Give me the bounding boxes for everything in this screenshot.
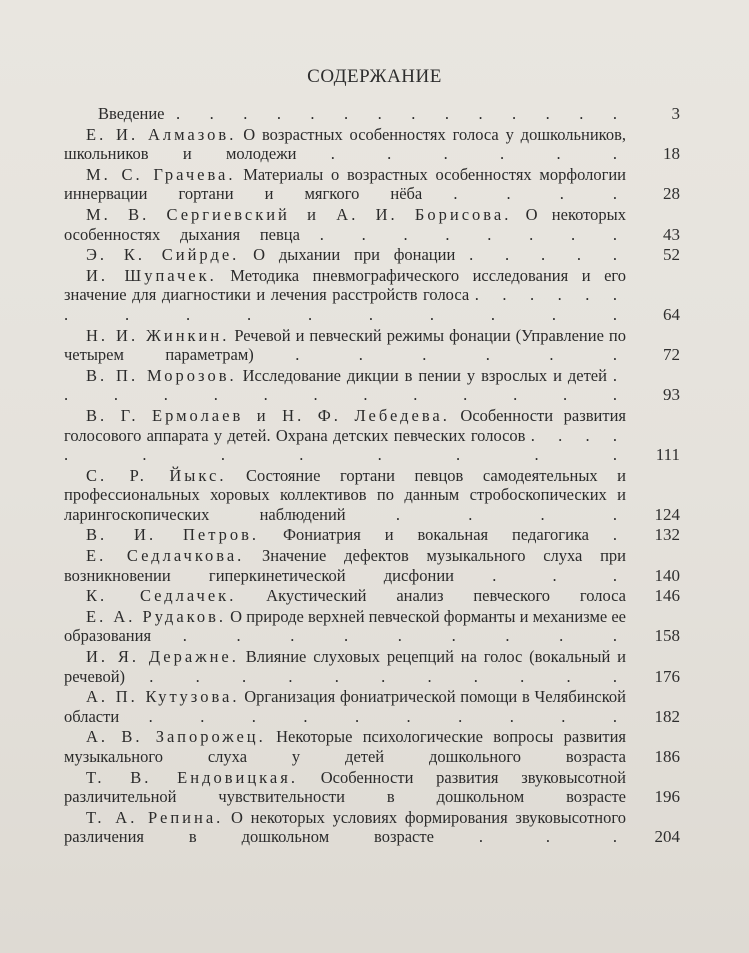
entry-title: Исследование дикции в пении у взрослых и детей [242, 365, 607, 385]
toc-entry [64, 125, 684, 164]
dot-leader: . [612, 525, 627, 545]
entry-author: Е. А. Рудаков. [86, 606, 226, 626]
dot-leader: . . . [492, 565, 627, 585]
entry-author: А. В. Запорожец. [86, 727, 266, 747]
toc-entry [64, 647, 684, 686]
toc-entry-text [64, 727, 684, 766]
toc-entry [64, 808, 684, 847]
dot-leader: . . . . . [469, 245, 626, 265]
page-number: 204 [654, 827, 680, 847]
toc-entry [64, 546, 684, 585]
toc-entry-text [64, 165, 684, 204]
toc-entry-text [64, 205, 684, 244]
entry-author: Н. И. Жинкин. [86, 325, 230, 345]
toc-entry [64, 727, 684, 766]
toc-entry-text [64, 104, 684, 124]
entry-title: Значение дефектов музыкального слуха при возникновении гиперкинетической дисфонии [64, 546, 626, 585]
table-of-contents [64, 104, 684, 848]
entry-title: Особенности развития голосового аппарата у детей. Охрана детских певческих голосов [64, 405, 626, 445]
dot-leader: . . . . [395, 504, 627, 524]
toc-entry [64, 245, 684, 265]
toc-entry [64, 205, 684, 244]
entry-title: Методика пневмографического исследования и его значение для диагностики и лечения расстройств голоса [64, 265, 626, 305]
page-number: 43 [663, 224, 680, 244]
entry-title: Речевой и певческий режимы фонации (Управление по четырем параметрам) [64, 325, 626, 365]
page-number: 186 [654, 747, 680, 766]
entry-title: О природе верхней певческой форманты и механизме ее образования [64, 606, 627, 646]
page-number: 158 [654, 626, 680, 646]
toc-entry-text [64, 607, 684, 646]
dot-leader: . . . . . . . . . . . . . . [176, 104, 627, 123]
toc-entry-text [64, 768, 684, 807]
page-number: 28 [663, 184, 680, 204]
entry-title: Влияние слуховых рецепций на голос (вокальный и речевой) [64, 647, 627, 686]
entry-title: Акустический анализ певческого голоса [266, 586, 627, 606]
toc-entry-text [64, 687, 684, 726]
page-number: 18 [663, 144, 680, 164]
toc-entry-text [64, 245, 684, 265]
entry-title: Материалы о возрастных особенностях морфологии иннервации гортани и мягкого нёба [64, 164, 627, 204]
page-number: 196 [654, 787, 680, 807]
entry-author: Э. К. Сийрде. [86, 245, 240, 265]
page-number: 52 [663, 245, 680, 265]
entry-author: И. Я. Деражне. [86, 647, 239, 667]
dot-leader: . . . . . . . . . . . [149, 666, 626, 686]
toc-entry [64, 266, 684, 325]
toc-entry-text [64, 808, 684, 847]
toc-entry [64, 366, 684, 405]
entry-author: К. Седлачек. [86, 586, 237, 606]
dot-leader: . . . . . . . . . . . . . [64, 365, 627, 405]
entry-title: Организация фониатрической помощи в Челябинской области [64, 687, 627, 726]
entry-author: В. П. Морозов. [86, 365, 237, 385]
page-number: 111 [655, 445, 680, 465]
entry-author: В. Г. Ермолаев и Н. Ф. Лебедева. [86, 405, 450, 425]
toc-entry-text [64, 525, 684, 545]
toc-entry [64, 406, 684, 465]
dot-leader: . . . . . . . . . . [148, 706, 627, 726]
entry-author: Т. А. Репина. [86, 807, 224, 827]
toc-entry [64, 326, 684, 365]
toc-entry [64, 687, 684, 726]
toc-entry [64, 466, 684, 525]
page-number: 182 [654, 706, 680, 726]
toc-entry-intro [64, 104, 684, 124]
entry-title: О возрастных особенностях голоса у дошкольников, школьников и молодежи [64, 124, 627, 164]
entry-author: М. В. Сергиевский и А. И. Борисова. [86, 204, 512, 224]
dot-leader: . . . [478, 827, 626, 847]
page-number: 64 [663, 304, 680, 324]
dot-leader: . . . . . . . . . . . . . . . . [64, 285, 627, 324]
page-title: СОДЕРЖАНИЕ [307, 66, 442, 87]
dot-leader: . . . . [453, 184, 627, 204]
toc-entry-text [64, 406, 684, 465]
toc-entry-text [64, 586, 684, 606]
dot-leader: . . . . . . . . . . . . [64, 425, 627, 465]
entry-author: Е. Седлачкова. [86, 546, 245, 566]
entry-author: Е. И. Алмазов. [86, 124, 237, 144]
page-number: 140 [654, 565, 680, 585]
toc-entry-text [64, 466, 684, 525]
entry-author: Т. В. Ендовицкая. [86, 767, 298, 787]
intro-label: Введение [98, 104, 165, 123]
entry-title: Состояние гортани певцов самодеятельных и профессиональных хоровых коллективов по данным стробоскопических и ларингоскопических наблюдений [64, 465, 626, 524]
dot-leader: . . . . . . . . [319, 224, 627, 244]
toc-entry [64, 607, 684, 646]
entry-title: Особенности развития звуковысотной различительной чувствительности в дошкольном возрасте [64, 767, 627, 807]
page-number: 124 [654, 504, 680, 524]
toc-entry-text [64, 546, 684, 585]
toc-entry-text [64, 266, 684, 325]
toc-entry-text [64, 326, 684, 365]
dot-leader: . . . . . . [295, 345, 627, 365]
entry-title: О дыхании при фонации [253, 245, 456, 265]
entry-title: Некоторые психологические вопросы развития музыкального слуха у детей дошкольного возраста [64, 727, 626, 766]
toc-entry [64, 586, 684, 606]
dot-leader: . . . . . . [330, 144, 626, 164]
entry-author: С. Р. Йыкс. [86, 465, 227, 485]
entry-title: Фониатрия и вокальная педагогика [282, 525, 589, 545]
entry-author: В. И. Петров. [86, 525, 260, 545]
page-number: 176 [654, 666, 680, 686]
entry-author: А. П. Кутузова. [86, 687, 240, 707]
toc-entry-text [64, 366, 684, 405]
toc-entry [64, 768, 684, 807]
dot-leader: . . . . . . . . . [182, 626, 627, 646]
toc-entry [64, 525, 684, 545]
page-number: 3 [671, 104, 680, 123]
page-number: 72 [663, 345, 680, 365]
page-number: 132 [654, 525, 680, 545]
toc-entry-text [64, 647, 684, 686]
entry-title: О некоторых особенностях дыхания певца [64, 204, 626, 244]
entry-author: М. С. Грачева. [86, 164, 236, 184]
toc-entry-text [64, 125, 684, 164]
page-number: 93 [663, 385, 680, 405]
entry-title: О некоторых условиях формирования звуковысотного различения в дошкольном возрасте [64, 807, 626, 847]
toc-entry [64, 165, 684, 204]
page-number: 146 [654, 586, 680, 606]
entry-author: И. Шупачек. [86, 265, 217, 285]
